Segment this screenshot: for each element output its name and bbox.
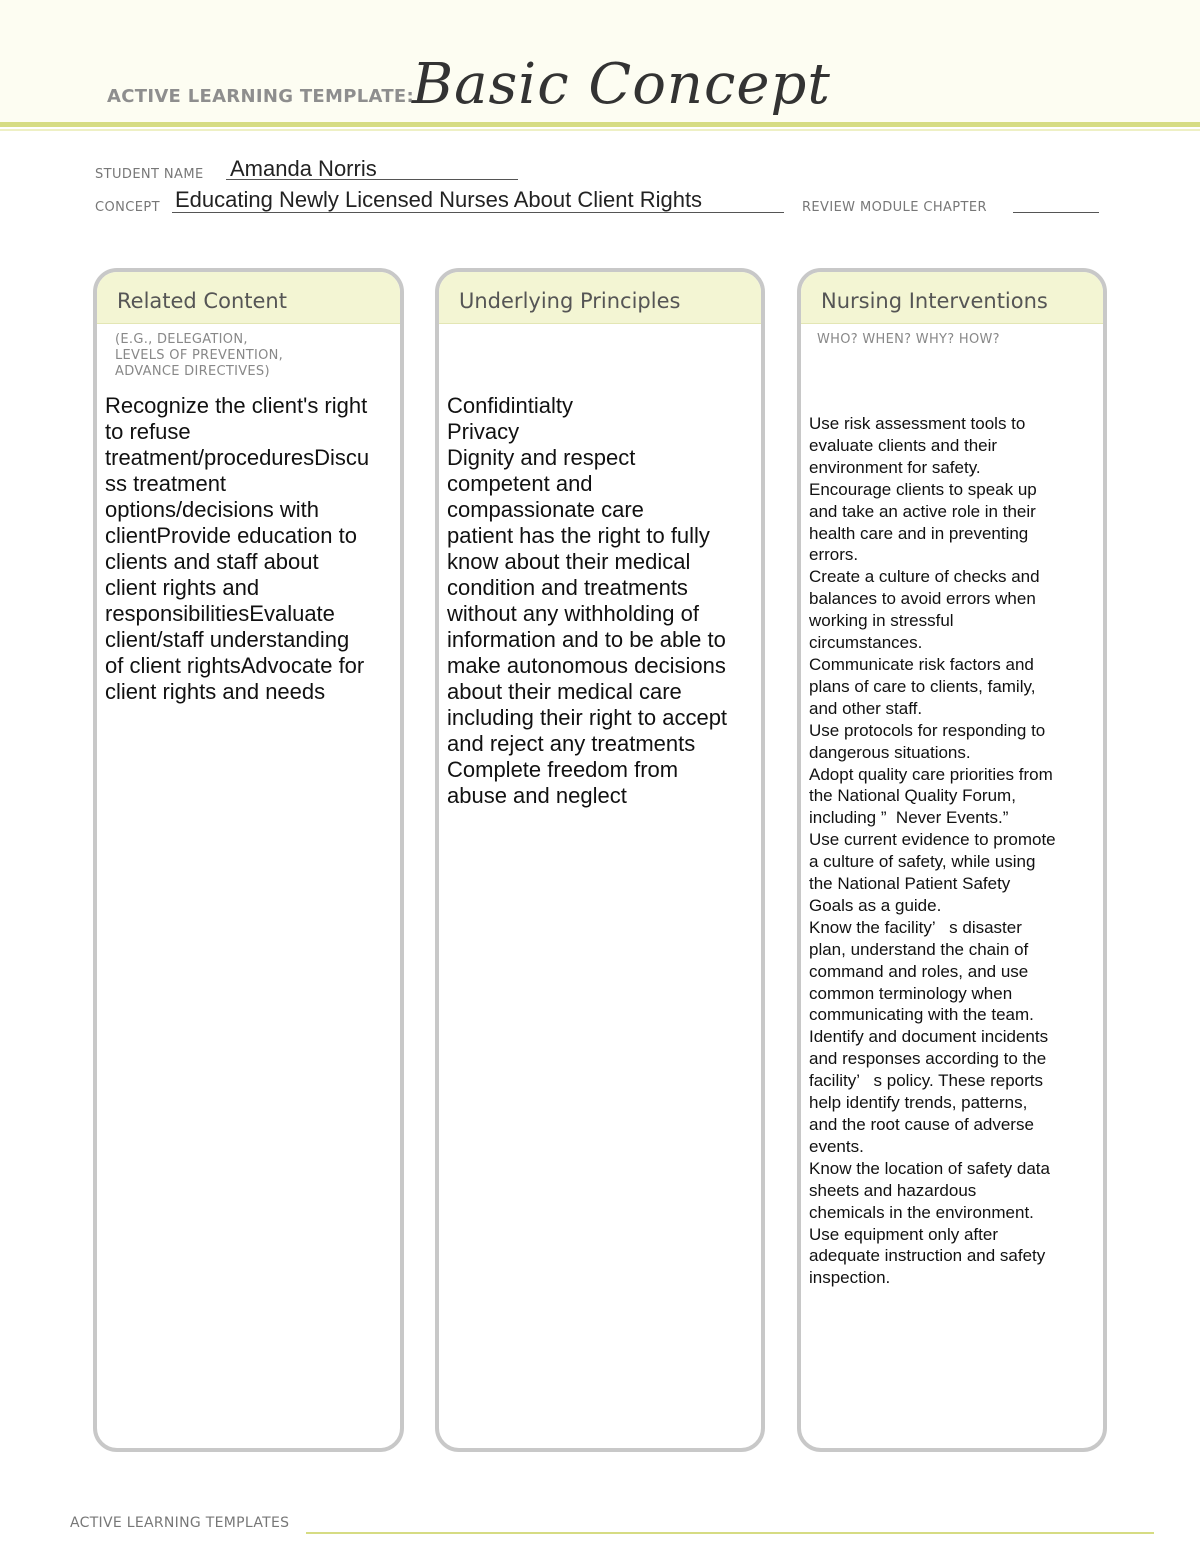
text-line: clients and staff about (105, 549, 319, 574)
text-line: sheets and hazardous (809, 1180, 977, 1200)
text-line: information and to be able to (447, 627, 726, 652)
text-line: including their right to accept (447, 705, 728, 730)
text-line: command and roles, and use (809, 961, 1029, 981)
student-name-value[interactable]: Amanda Norris (230, 156, 377, 181)
text-line: evaluate clients and their (809, 435, 998, 455)
nursing-interventions-hint: WHO? WHEN? WHY? HOW? (817, 332, 1000, 347)
text-line: condition and treatments (447, 575, 688, 600)
text-line: health care and in preventing (809, 523, 1029, 543)
text-line: help identify trends, patterns, (809, 1093, 1028, 1113)
text-line: errors. (809, 545, 859, 565)
text-line: Identify and document incidents (809, 1027, 1049, 1047)
text-line: Create a culture of checks and (809, 567, 1040, 587)
text-line: know about their medical (447, 549, 691, 574)
text-line: plans of care to clients, family, (809, 676, 1036, 696)
underlying-principles-panel (435, 268, 765, 1452)
text-line: Complete freedom from (447, 757, 679, 782)
template-title: Basic Concept (412, 52, 831, 117)
related-content-hint: (E.G., DELEGATION, LEVELS OF PREVENTION, ADVANCE DIRECTIVES) (115, 332, 284, 379)
text-line: and take an active role in their (809, 501, 1036, 521)
text-line: events. (809, 1136, 864, 1156)
text-line: dangerous situations. (809, 742, 971, 762)
underlying-principles-heading: Underlying Principles (439, 272, 761, 324)
concept-label: CONCEPT (95, 200, 160, 215)
text-line: Communicate risk factors and (809, 654, 1034, 674)
text-line: the National Quality Forum, (809, 786, 1016, 806)
text-line: abuse and neglect (447, 783, 627, 808)
nursing-interventions-text[interactable] (809, 413, 1093, 1289)
template-label: ACTIVE LEARNING TEMPLATE: (107, 86, 414, 107)
text-line: of client rightsAdvocate for (105, 653, 365, 678)
header-rule-light (0, 129, 1200, 131)
text-line: Use equipment only after (809, 1224, 998, 1244)
text-line: and reject any treatments (447, 731, 696, 756)
text-line: including ” Never Events.” (809, 808, 1009, 828)
text-line: Use current evidence to promote (809, 830, 1056, 850)
text-line: patient has the right to fully (447, 523, 710, 548)
text-line: and responses according to the (809, 1049, 1047, 1069)
nursing-interventions-panel (797, 268, 1107, 1452)
text-line: working in stressful (809, 611, 954, 631)
text-line: Goals as a guide. (809, 895, 942, 915)
text-line: Confidintialty (447, 393, 573, 418)
text-line: client rights and (105, 575, 260, 600)
related-content-panel (93, 268, 404, 1452)
text-line: Privacy (447, 419, 520, 444)
text-line: options/decisions with (105, 497, 320, 522)
nursing-interventions-heading: Nursing Interventions (801, 272, 1103, 324)
text-line: Know the location of safety data (809, 1158, 1050, 1178)
text-line: Encourage clients to speak up (809, 479, 1037, 499)
footer-rule (306, 1532, 1154, 1534)
text-line: without any withholding of (447, 601, 699, 626)
text-line: Use protocols for responding to (809, 720, 1046, 740)
text-line: communicating with the team. (809, 1005, 1034, 1025)
text-line: common terminology when (809, 983, 1013, 1003)
text-line: environment for safety. (809, 457, 981, 477)
text-line: circumstances. (809, 633, 923, 653)
review-module-line (1013, 212, 1099, 213)
text-line: chemicals in the environment. (809, 1202, 1034, 1222)
text-line: Use risk assessment tools to (809, 414, 1026, 433)
review-module-label: REVIEW MODULE CHAPTER (802, 200, 987, 215)
text-line: clientProvide education to (105, 523, 357, 548)
text-line: compassionate care (447, 497, 644, 522)
text-line: Dignity and respect (447, 445, 636, 470)
text-line: Adopt quality care priorities from (809, 764, 1053, 784)
footer-label: ACTIVE LEARNING TEMPLATES (70, 1515, 290, 1531)
student-name-label: STUDENT NAME (95, 167, 204, 182)
related-content-heading: Related Content (97, 272, 400, 324)
text-line: and the root cause of adverse (809, 1115, 1034, 1134)
text-line: client/staff understanding (105, 627, 350, 652)
text-line: Recognize the client's right (105, 393, 368, 418)
text-line: a culture of safety, while using (809, 852, 1036, 872)
text-line: and other staff. (809, 698, 923, 718)
text-line: balances to avoid errors when (809, 589, 1036, 609)
text-line: Know the facility’ s disaster (809, 917, 1022, 937)
text-line: facility’ s policy. These reports (809, 1071, 1043, 1091)
text-line: the National Patient Safety (809, 874, 1011, 894)
text-line: make autonomous decisions (447, 653, 726, 678)
text-line: ss treatment (105, 471, 227, 496)
text-line: responsibilitiesEvaluate (105, 601, 335, 626)
text-line: client rights and needs (105, 679, 326, 704)
text-line: about their medical care (447, 679, 682, 704)
text-line: adequate instruction and safety (809, 1246, 1046, 1266)
text-line: treatment/proceduresDiscu (105, 445, 370, 470)
header-rule (0, 122, 1200, 127)
text-line: competent and (447, 471, 593, 496)
concept-value[interactable]: Educating Newly Licensed Nurses About Client Rights (175, 187, 703, 212)
text-line: plan, understand the chain of (809, 939, 1029, 959)
related-content-text[interactable] (105, 393, 390, 705)
text-line: inspection. (809, 1268, 891, 1288)
underlying-principles-text[interactable] (447, 393, 751, 809)
text-line: to refuse (105, 419, 191, 444)
